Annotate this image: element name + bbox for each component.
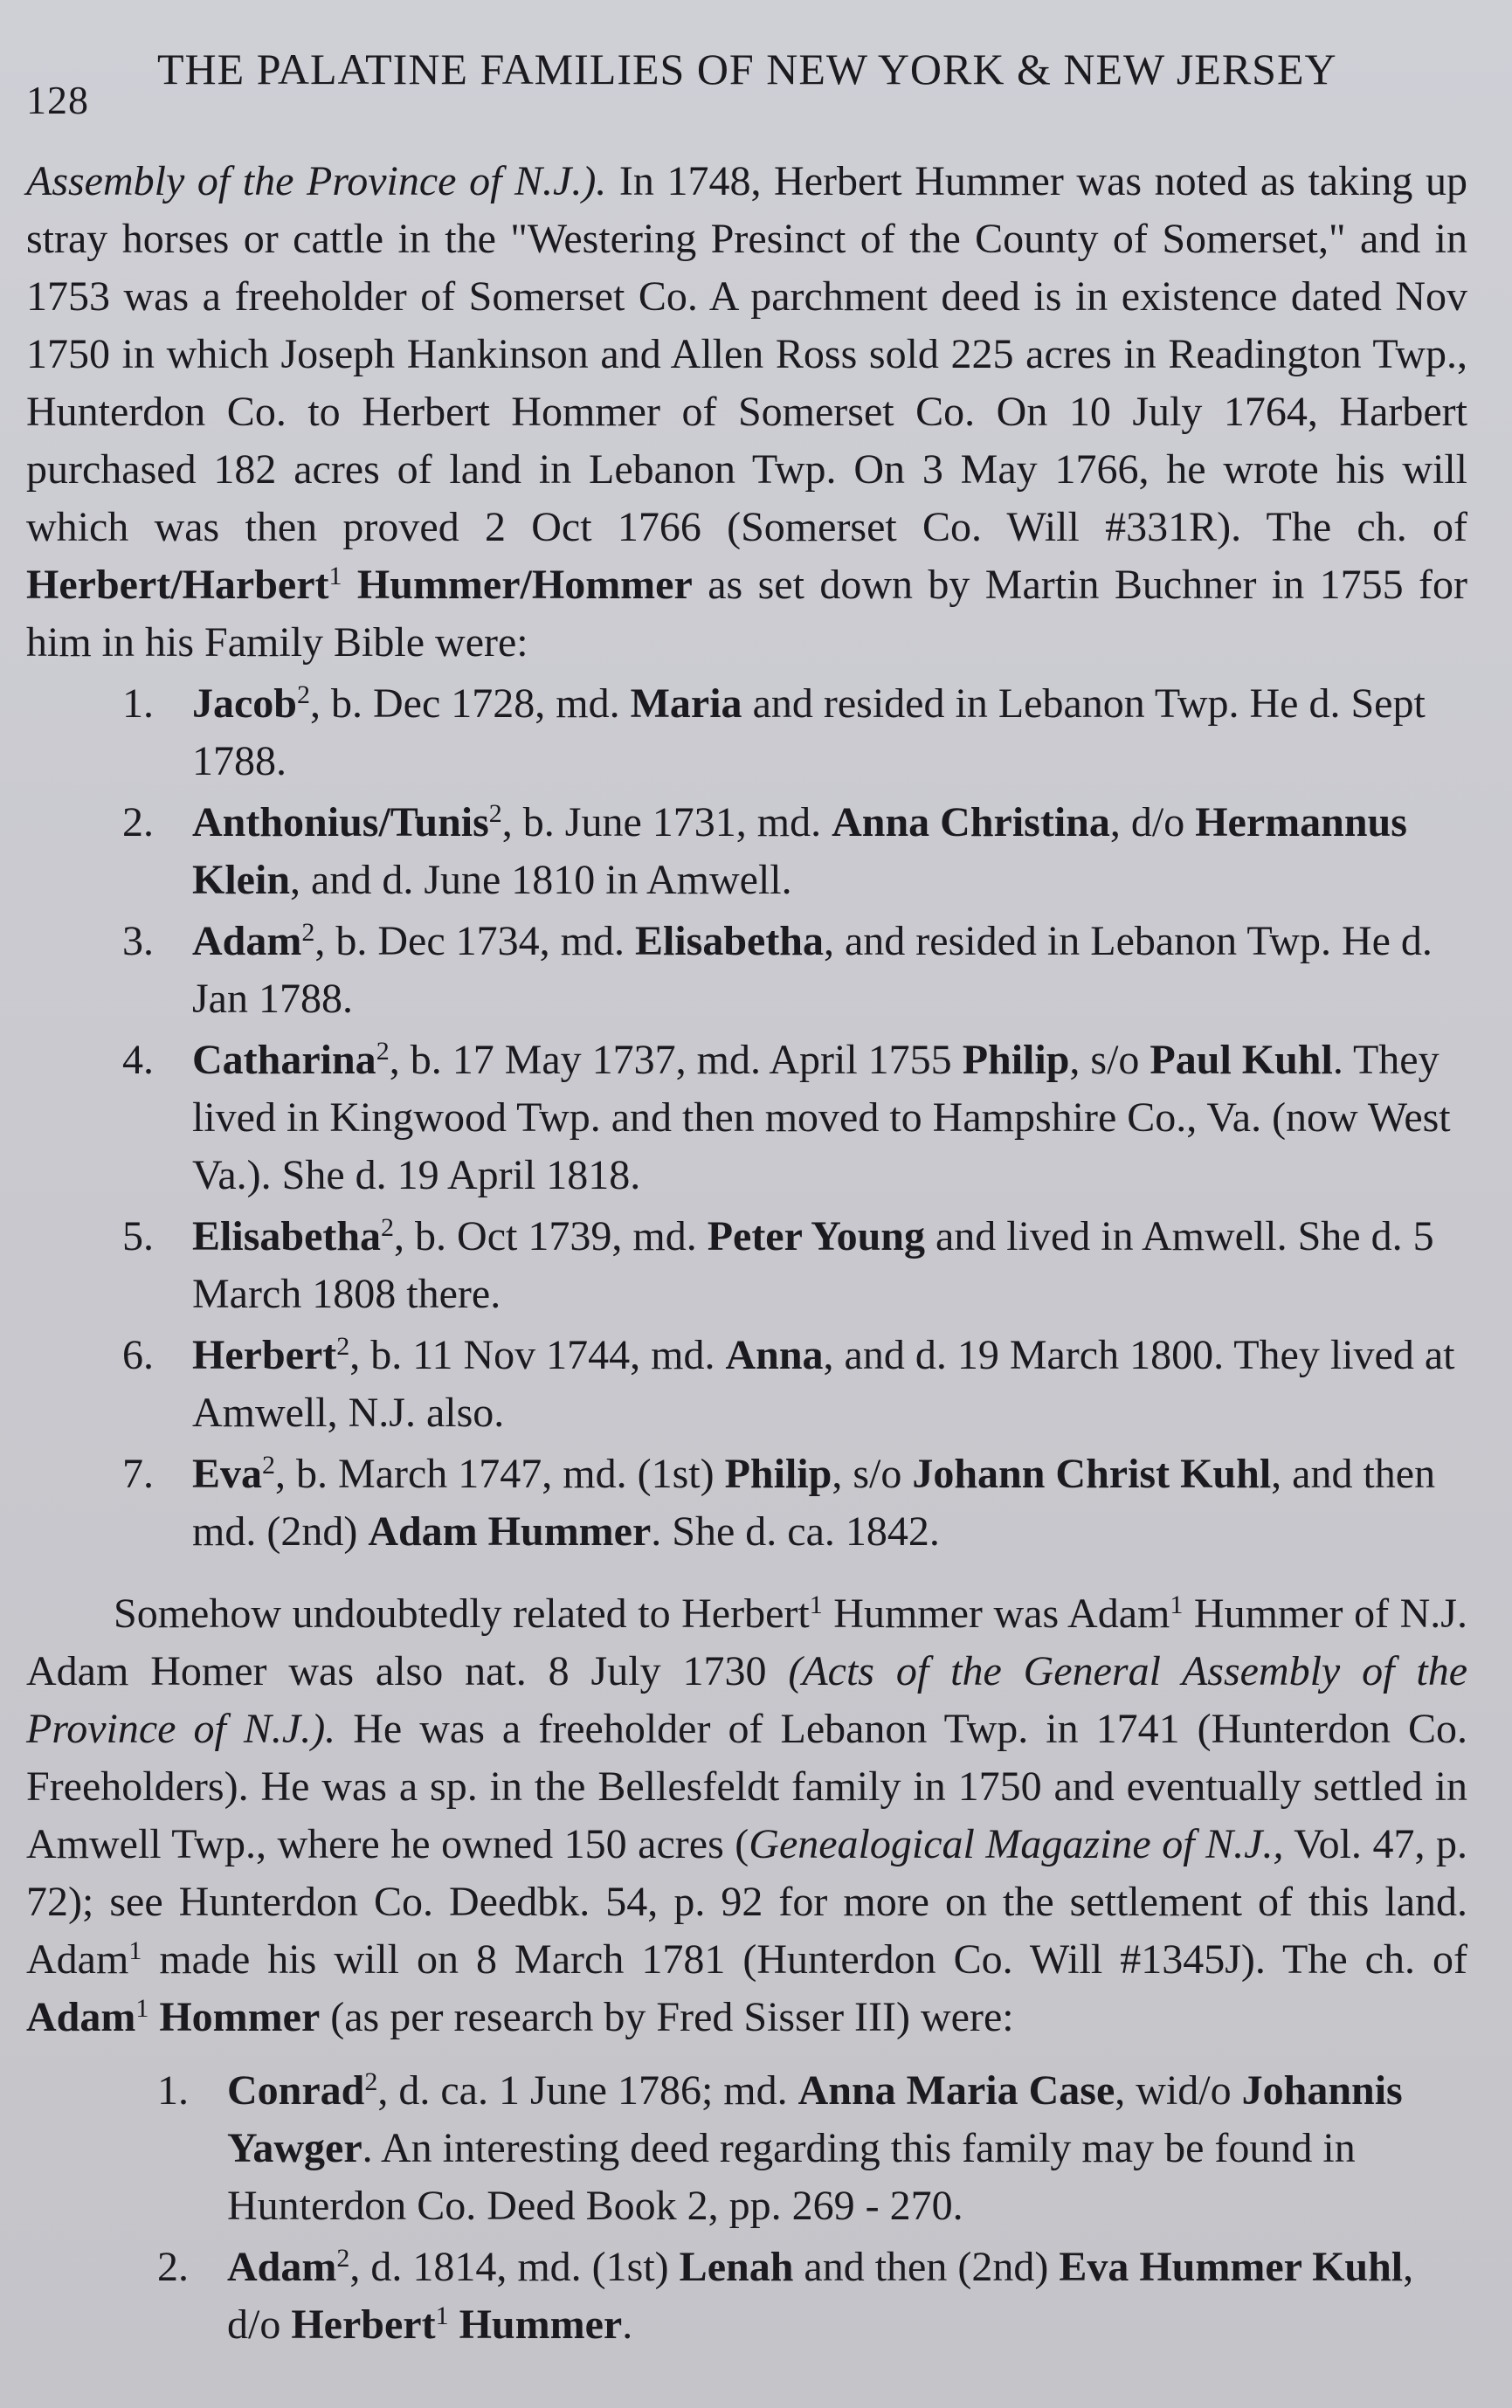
generation-marker: 1 (128, 1936, 142, 1965)
spouse-name: Maria (630, 680, 742, 727)
child-name: Elisabetha (192, 1213, 382, 1259)
child-entry (122, 1032, 1467, 1204)
child-text: , b. June 1731, md. (501, 799, 832, 845)
related-name: Hermannus Klein (192, 799, 1407, 903)
child-number: 6. (122, 1332, 154, 1378)
child-text: and then (2nd) (793, 2244, 1060, 2290)
spouse-name: Peter Young (707, 1213, 925, 1259)
child-text: . An interesting deed regarding this family may be found in Hunterdon Co. Deed Book 2, pp. 269 - 270. (227, 2125, 1356, 2229)
generation-marker: 1 (435, 2301, 449, 2330)
generation-marker: 2 (376, 1037, 390, 1066)
child-text: , and d. 19 March 1800. They lived at Amwell, N.J. also. (192, 1332, 1455, 1436)
child-text: . She d. ca. 1842. (651, 1508, 940, 1555)
child-text: , d/o (1109, 799, 1196, 845)
running-head: THE PALATINE FAMILIES OF NEW YORK & NEW JERSEY (157, 45, 1337, 93)
paragraph-text: made his will on 8 March 1781 (Hunterdon Co. Will #1345J). The ch. of (142, 1936, 1467, 1983)
paragraph-text: Hummer was Adam (822, 1590, 1170, 1637)
paragraph-text: (as per research by Fred Sisser III) were: (320, 1994, 1014, 2040)
generation-marker: 2 (336, 1332, 350, 1361)
generation-marker: 2 (336, 2244, 350, 2273)
related-name: Eva Hummer Kuhl (1059, 2244, 1404, 2290)
paragraph-text: Somehow undoubtedly related to Herbert (114, 1590, 810, 1637)
child-number: 1. (122, 680, 154, 727)
child-text: , and d. June 1810 in Amwell. (290, 857, 792, 903)
child-text: , b. Dec 1728, md. (310, 680, 631, 727)
child-number: 2. (122, 799, 154, 845)
child-number: 7. (122, 1451, 154, 1497)
child-text: , b. March 1747, md. (1st) (275, 1451, 725, 1497)
related-name: Johannis Yawger (227, 2067, 1403, 2171)
children-list-herbert (26, 675, 1467, 1561)
related-name: Paul Kuhl (1150, 1037, 1333, 1083)
generation-marker: 1 (328, 562, 342, 590)
person-name: Adam (26, 1994, 136, 2040)
generation-marker: 2 (301, 918, 315, 947)
child-name: Catharina (192, 1037, 376, 1083)
child-name: Adam (227, 2244, 337, 2290)
child-number: 1. (157, 2067, 189, 2114)
spouse-name: Lenah (679, 2244, 794, 2290)
child-text: , d. ca. 1 June 1786; md. (377, 2067, 798, 2114)
spouse-name: Anna (725, 1332, 824, 1378)
child-name: Adam (192, 918, 302, 964)
child-text: and resided in Lebanon Twp. He d. Sept 1788. (192, 680, 1426, 784)
related-surname: Hummer (448, 2301, 623, 2348)
child-entry (122, 675, 1467, 790)
child-text: , b. Oct 1739, md. (394, 1213, 708, 1259)
paragraph-text: He was a freeholder of Lebanon Twp. in 1741 (Hunterdon Co. Freeholders). He was a sp. in the Bellesfeldt family in 1750 and eventually settled in Amwell Twp., where he owned 150 acres ( (26, 1706, 1468, 1867)
spouse-name: Anna Christina (832, 799, 1110, 845)
child-entry (157, 2239, 1467, 2354)
spouse-name: Anna Maria Case (797, 2067, 1115, 2114)
generation-marker: 1 (135, 1994, 149, 2023)
child-text: , s/o (1069, 1037, 1150, 1083)
child-entry (157, 2062, 1467, 2235)
child-entry (122, 1208, 1467, 1323)
child-name: Anthonius/Tunis (192, 799, 489, 845)
child-number: 5. (122, 1213, 154, 1259)
spouse-name: Elisabetha (634, 918, 824, 964)
related-name: Herbert (291, 2301, 436, 2348)
child-text: , d. 1814, md. (1st) (349, 2244, 680, 2290)
spouse-name: Philip (962, 1037, 1070, 1083)
generation-marker: 2 (381, 1213, 395, 1242)
paragraph-text: Vol. 47, p. 72); see Hunterdon Co. Deedbk. 54, p. 92 for more on the settlement of this land. Adam (26, 1821, 1468, 1983)
child-text: . They lived in Kingwood Twp. and then moved to Hampshire Co., Va. (now West Va.). She d. 19 April 1818. (192, 1037, 1451, 1198)
page-header (26, 24, 1485, 138)
generation-marker: 2 (297, 680, 310, 709)
child-entry (122, 1445, 1467, 1561)
child-text: , b. Dec 1734, md. (314, 918, 635, 964)
spouse-name: Philip (724, 1451, 832, 1497)
related-name: Adam Hummer (368, 1508, 652, 1555)
paragraph-text: Hummer of N.J. Adam Homer was also nat. 8 July 1730 (26, 1590, 1467, 1694)
person-surname: Hummer/Hommer (342, 562, 693, 608)
citation-italic: Assembly of the Province of N.J.). (26, 158, 607, 204)
paragraph-herbert (26, 153, 1467, 672)
child-name: Eva (192, 1451, 263, 1497)
child-number: 3. (122, 918, 154, 964)
child-text: , s/o (832, 1451, 913, 1497)
child-name: Jacob (192, 680, 297, 727)
citation-italic: Genealogical Magazine of N.J., (749, 1821, 1284, 1867)
child-text: , b. 11 Nov 1744, md. (349, 1332, 726, 1378)
child-text: , and then md. (2nd) (192, 1451, 1436, 1555)
child-text: , d/o (227, 2244, 1414, 2348)
child-entry (122, 913, 1467, 1028)
page-number: 128 (26, 78, 89, 122)
body-text (26, 153, 1467, 2357)
paragraph-text: as set down by Martin Buchner in 1755 for him in his Family Bible were: (26, 562, 1468, 666)
child-entry (122, 794, 1467, 909)
paragraph-text: In 1748, Herbert Hummer was noted as taking up stray horses or cattle in the "Westering Presinct of the County of Somerset," and in 1753 was a freeholder of Somerset Co. A parchment deed is in existence dated Nov 1750 in which Joseph Hankinson and Allen Ross sold 225 acres in Readington Twp., Hunterdon Co. to Herbert Hommer of Somerset Co. On 10 July 1764, Harbert purchased 182 acres of land in Lebanon Twp. On 3 May 1766, he wrote his will which was then proved 2 Oct 1766 (Somerset Co. Will #331R). The ch. of (26, 158, 1468, 550)
child-number: 2. (157, 2244, 189, 2290)
generation-marker: 2 (488, 799, 502, 828)
citation-italic: (Acts of the General Assembly of the Province of N.J.). (26, 1648, 1467, 1752)
children-list-adam (26, 2062, 1467, 2354)
related-name: Johann Christ Kuhl (912, 1451, 1272, 1497)
generation-marker: 1 (1170, 1590, 1184, 1619)
child-entry (122, 1327, 1467, 1442)
child-text: and lived in Amwell. She d. 5 March 1808 there. (192, 1213, 1434, 1317)
child-name: Conrad (227, 2067, 365, 2114)
child-text: , wid/o (1115, 2067, 1242, 2114)
person-name: Herbert/Harbert (26, 562, 329, 608)
generation-marker: 2 (262, 1451, 276, 1480)
child-number: 4. (122, 1037, 154, 1083)
child-text: . (622, 2301, 633, 2348)
generation-marker: 2 (364, 2067, 378, 2096)
child-text: , b. 17 May 1737, md. April 1755 (389, 1037, 963, 1083)
child-name: Herbert (192, 1332, 337, 1378)
generation-marker: 1 (809, 1590, 823, 1619)
child-text: , and resided in Lebanon Twp. He d. Jan 1788. (192, 918, 1433, 1022)
person-surname: Hommer (148, 1994, 321, 2040)
paragraph-adam (26, 1585, 1467, 2046)
